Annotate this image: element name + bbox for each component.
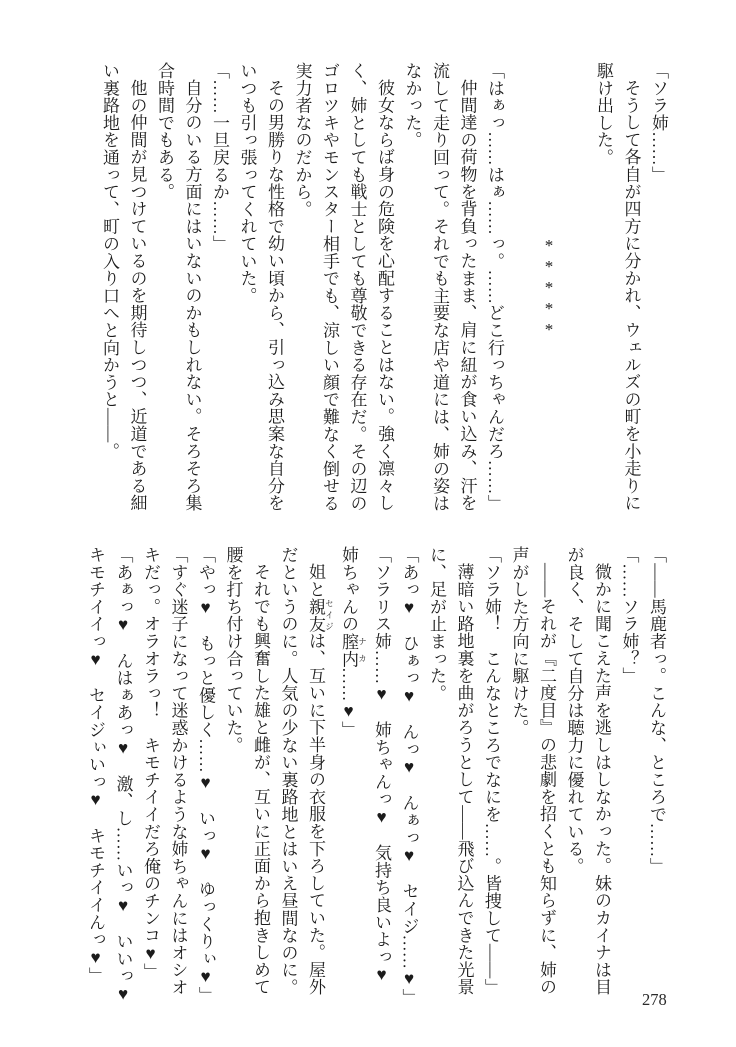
text-line: 駆け出した。 [594,62,613,166]
text-line: それでも興奮した雄と雌が、互いに正面から抱きしめて [251,563,270,996]
text-line: 「ソラ姉……」 [649,62,668,184]
text-line: 「はぁっ……はぁ……っ。……どこ行っちゃんだろ……」 [485,62,504,512]
text-line: 「――馬鹿者っ。こんな、ところで……」 [647,546,666,875]
furigana-ruby: 親友 セイジ [306,597,335,633]
text-line: 自分のいる方面にはいないのかもしれない。そろそろ集 [182,79,202,512]
text-line: 「すぐ迷子になって迷惑かけるような姉ちゃんにはオシオ [168,546,188,996]
text-line: が良く、そして自分は聴力に優れている。 [564,546,584,875]
text-line: 合時間でもある。 [155,62,174,201]
text-line: その男勝りな性格で幼い頃から、引っ込み思案な自分を [265,79,284,512]
text-line: ゴロツキやモンスター相手でも、涼しい顔で難なく倒せる [320,62,339,512]
text-line: 「……一旦戻るか……」 [210,62,229,253]
text-line: く、姉としても戦士としても尊敬できる存在だ。その辺の [347,62,367,512]
text-line: 彼女ならば身の危険を心配することはない。強く凛々し [375,79,394,512]
text-line: だというのに。人気の少ない裏路地とはいえ昼間なのに。 [278,546,298,996]
text-line: 微かに聞こえた声を逃しはしなかった。妹のカイナは目 [592,563,611,996]
text-line: キだっ。オラオラっ！ キモチイイだろ俺のチンコ♥」 [141,546,160,981]
text-line: 姐と親友 セイジは、互いに下半身の衣服を下ろしていた。屋外 [306,563,335,996]
text-line: なかった。 [402,62,422,149]
text-line: ――それが『二度目』の悲劇を招くとも知らずに、姉の [537,563,556,996]
text-line: 他の仲間が見つけているのを期待しつつ、近道である細 [127,79,147,512]
text-line: 「やっ♥ もっと優しく……♥ いっ♥ ゆっくりぃ♥」 [196,546,215,1004]
text-line: 薄暗い路地裏を曲がろうとして――飛び込んできた光景 [454,563,474,996]
text-line: 姉ちゃんの膣内 ナカ……♥」 [339,546,368,739]
furigana-ruby: 膣内 ナカ [339,632,368,668]
text-line: 実力者なのだから。 [292,62,312,218]
text-line: 「……ソラ姉？」 [619,546,639,685]
text-line: 流して走り回って。それでも主要な店や道には、姉の姿は [430,62,449,512]
text-line: 「ソラリス姉……♥ 姉ちゃんっ♥ 気持ち良いよっ♥ [372,546,391,985]
text-line: 「あっ♥ ひぁっ♥ んっ♥ んぁっ♥ セイジ……♥」 [399,546,419,1006]
scene-separator: ***** [539,235,559,341]
text-line: 「ソラ姉！ こんなところでなにを……。皆捜して――」 [482,546,501,996]
top-text-block [96,62,673,514]
text-line: に、足が止まった。 [427,546,446,702]
text-line: キモチイイっ♥ セイジぃいっ♥ キモチイイんっ♥」 [86,546,105,985]
text-line: 仲間達の荷物を背負ったまま、肩に紐が食い込み、汗を [457,79,477,512]
text-line: 声がした方向に駆けた。 [509,546,529,737]
page-number: 278 [642,990,667,1009]
text-line: 「あぁっ♥ んはぁあっ♥ 激、し……いっ♥ いいっ♥ [113,546,133,1004]
text-line: いつも引っ張ってくれていた。 [237,62,257,305]
bottom-text-block [82,546,671,1008]
text-line: い裏路地を通って、町の入り口へと向かうと――。 [100,62,119,460]
text-line: そうして各自が四方に分かれ、ウェルズの町を小走りに [621,79,641,512]
text-line: 腰を打ち付け合っていた。 [223,546,243,754]
